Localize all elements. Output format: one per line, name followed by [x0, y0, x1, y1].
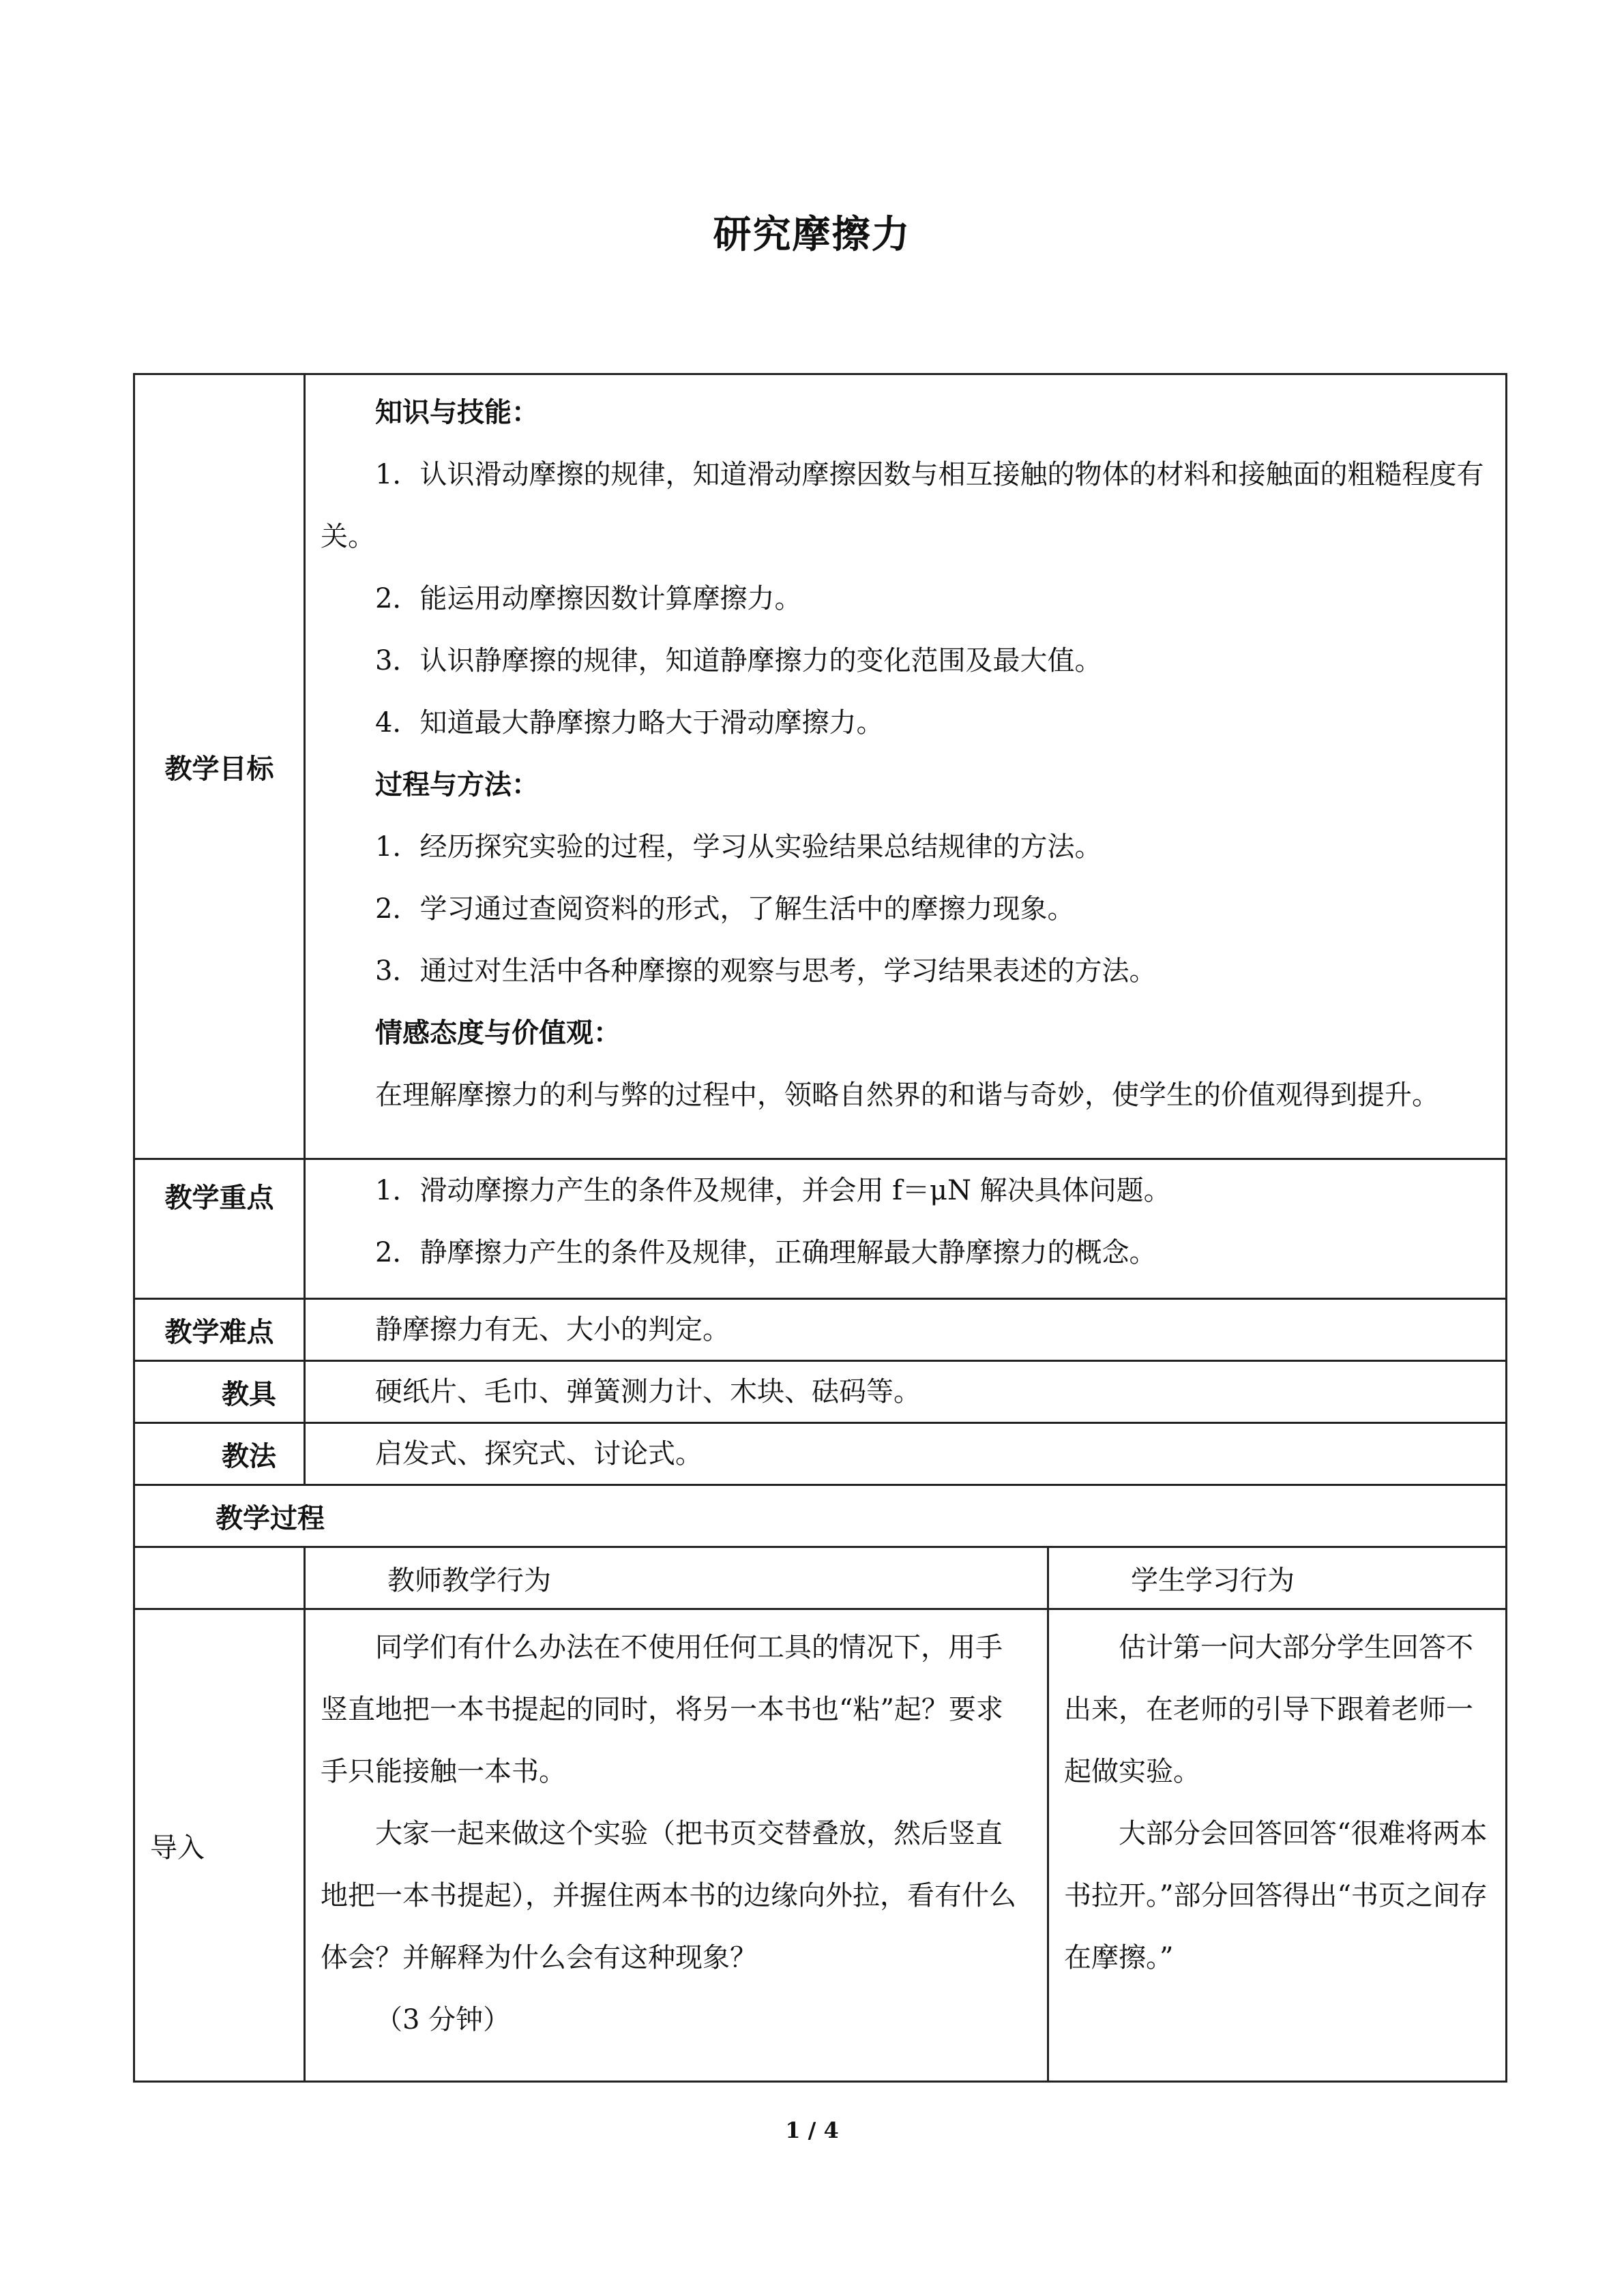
empty-header-cell	[134, 1547, 305, 1609]
process-item: 2．学习通过查阅资料的形式，了解生活中的摩擦力现象。	[375, 893, 1075, 925]
teacher-header: 教师教学行为	[305, 1547, 1048, 1609]
intro-student-paragraph: 大部分会回答回答“很难将两本书拉开。”部分回答得出“书页之间存在摩擦。”	[1064, 1818, 1488, 1973]
knowledge-item: 3．认识静摩擦的规律，知道静摩擦力的变化范围及最大值。	[375, 645, 1102, 676]
key-points-content	[305, 1159, 1507, 1299]
tools-row	[134, 1361, 1507, 1423]
tools-label: 教具	[134, 1361, 305, 1423]
intro-student-content	[1048, 1609, 1507, 2082]
lesson-plan-table	[133, 373, 1507, 2083]
objectives-content	[305, 374, 1507, 1159]
intro-teacher-paragraph: （3 分钟）	[375, 2004, 511, 2036]
key-points-label: 教学重点	[134, 1159, 305, 1299]
process-item: 1．经历探究实验的过程，学习从实验结果总结规律的方法。	[375, 831, 1102, 863]
process-item: 3．通过对生活中各种摩擦的观察与思考，学习结果表述的方法。	[375, 955, 1157, 987]
methods-label: 教法	[134, 1423, 305, 1485]
knowledge-item: 1．认识滑动摩擦的规律，知道滑动摩擦因数与相互接触的物体的材料和接触面的粗糙程度有关。	[321, 459, 1484, 552]
page-title: 研究摩擦力	[713, 213, 911, 257]
intro-teacher-paragraph: 同学们有什么办法在不使用任何工具的情况下，用手竖直地把一本书提起的同时，将另一本书也“粘”起？要求手只能接触一本书。	[321, 1632, 1003, 1787]
key-point-item: 1．滑动摩擦力产生的条件及规律，并会用 f＝μN 解决具体问题。	[375, 1175, 1171, 1206]
difficulties-text: 静摩擦力有无、大小的判定。	[375, 1314, 730, 1345]
objectives-row	[134, 374, 1507, 1159]
key-point-item: 2．静摩擦力产生的条件及规律，正确理解最大静摩擦力的概念。	[375, 1237, 1157, 1268]
key-points-row	[134, 1159, 1507, 1299]
difficulties-label: 教学难点	[134, 1299, 305, 1361]
intro-student-paragraph: 估计第一问大部分学生回答不出来，在老师的引导下跟着老师一起做实验。	[1064, 1632, 1473, 1787]
intro-teacher-paragraph: 大家一起来做这个实验（把书页交替叠放，然后竖直地把一本书提起），并握住两本书的边缘向外拉，看有什么体会？并解释为什么会有这种现象？	[321, 1818, 1016, 1973]
attitude-heading: 情感态度与价值观：	[375, 1017, 621, 1049]
process-label: 教学过程	[134, 1485, 1507, 1547]
intro-teacher-content	[305, 1609, 1048, 2082]
methods-text: 启发式、探究式、讨论式。	[375, 1438, 703, 1470]
methods-row	[134, 1423, 1507, 1485]
tools-text: 硬纸片、毛巾、弹簧测力计、木块、砝码等。	[375, 1376, 921, 1407]
attitude-text: 在理解摩擦力的利与弊的过程中，领略自然界的和谐与奇妙，使学生的价值观得到提升。	[375, 1079, 1439, 1111]
difficulties-row	[134, 1299, 1507, 1361]
process-column-header-row	[134, 1547, 1507, 1609]
process-heading-row	[134, 1485, 1507, 1547]
tools-content	[305, 1361, 1507, 1423]
student-header: 学生学习行为	[1048, 1547, 1507, 1609]
knowledge-heading: 知识与技能：	[375, 397, 539, 428]
methods-content	[305, 1423, 1507, 1485]
page-number: 1 / 4	[785, 2117, 839, 2143]
knowledge-item: 2．能运用动摩擦因数计算摩擦力。	[375, 583, 802, 614]
difficulties-content	[305, 1299, 1507, 1361]
intro-label: 导入	[134, 1609, 305, 2082]
intro-row	[134, 1609, 1507, 2082]
objectives-label: 教学目标	[134, 374, 305, 1159]
process-heading: 过程与方法：	[375, 769, 539, 801]
knowledge-item: 4．知道最大静摩擦力略大于滑动摩擦力。	[375, 707, 884, 739]
